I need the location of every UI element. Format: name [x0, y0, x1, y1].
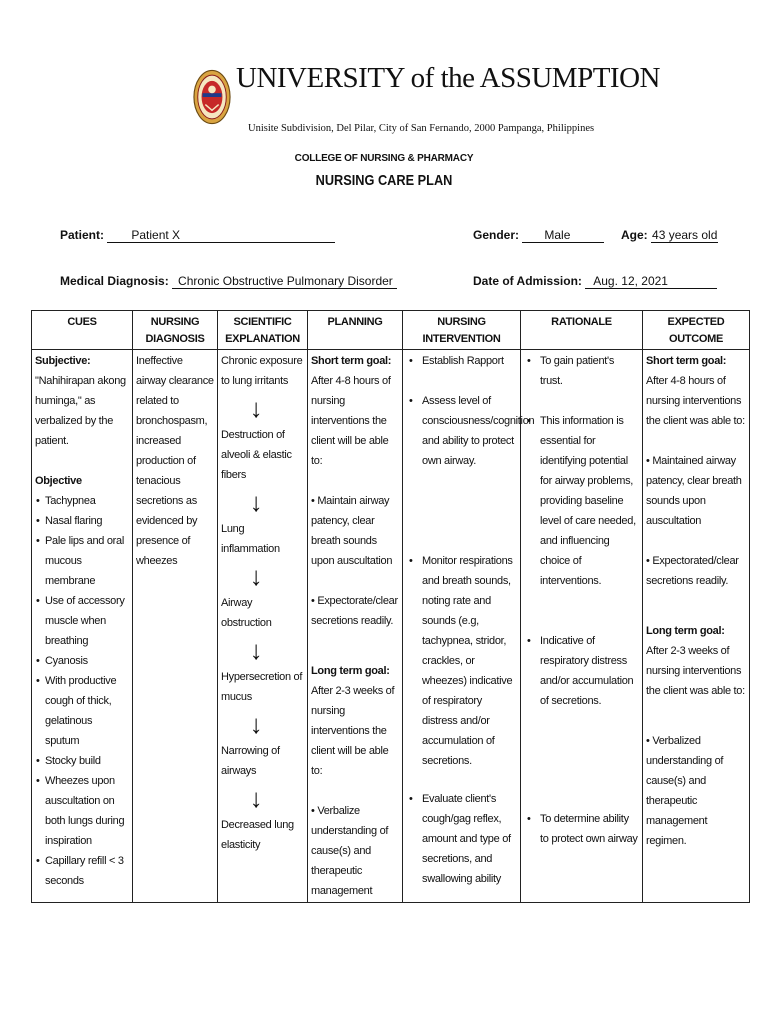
nursing-diagnosis-text: Ineffective airway clearance related to bronchospasm, increased production of tenacious secretions as evidenced by presence of wheezes — [136, 355, 214, 567]
list-item: • Indicative of respiratory distress and/or accumulation of secretions. — [540, 631, 639, 711]
short-term-goal-text: After 4-8 hours of nursing interventions the client was able to: — [646, 375, 745, 427]
gender-value: Male — [522, 228, 604, 243]
header-rationale: RATIONALE — [521, 311, 643, 350]
subjective-text: "Nahihirapan akong huminga," as verbalized by the patient. — [35, 375, 126, 447]
explanation-step: Hypersecretion of mucus — [221, 671, 303, 703]
header-expected-outcome: EXPECTED OUTCOME — [643, 311, 750, 350]
outcome-item: • Expectorated/clear secretions readily. — [646, 555, 739, 587]
gender-field — [473, 228, 604, 243]
university-seal-logo — [193, 68, 231, 126]
table-row — [32, 350, 750, 903]
list-item: • Use of accessory muscle when breathing — [44, 591, 129, 651]
down-arrow-icon: ↓ — [249, 393, 263, 423]
explanation-step: Airway obstruction — [221, 597, 272, 629]
explanation-step: Chronic exposure to lung irritants — [221, 355, 303, 387]
university-name: UNIVERSITY of the ASSUMPTION — [236, 62, 660, 94]
objective-list — [35, 491, 129, 891]
down-arrow-icon: ↓ — [249, 709, 263, 739]
list-item: • Nasal flaring — [44, 511, 129, 531]
list-item: • Evaluate client's cough/gag reflex, amount and type of secretions, and swallowing ability — [422, 789, 517, 889]
rationale-list — [524, 351, 639, 849]
diagnosis-cell — [133, 350, 218, 903]
short-term-goal-label: Short term goal: — [646, 355, 727, 367]
explanation-step: Destruction of alveoli & elastic fibers — [221, 429, 292, 481]
explanation-cell — [218, 350, 308, 903]
down-arrow-icon: ↓ — [249, 487, 263, 517]
gender-label: Gender: — [473, 228, 520, 242]
long-term-goal-text: After 2-3 weeks of nursing interventions the client will be able to: — [311, 685, 395, 777]
planning-cell — [308, 350, 403, 903]
list-item: • Establish Rapport — [422, 351, 517, 371]
age-value: 43 years old — [652, 228, 718, 242]
patient-field — [60, 228, 335, 243]
diagnosis-label: Medical Diagnosis: — [60, 274, 169, 288]
down-arrow-icon: ↓ — [249, 783, 263, 813]
list-item: • With productive cough of thick, gelatinous sputum — [44, 671, 129, 751]
header-scientific-explanation: SCIENTIFIC EXPLANATION — [218, 311, 308, 350]
age-field — [621, 228, 718, 243]
list-item: • This information is essential for identifying potential for airway problems, providing baseline level of care needed, and influencing choice of interventions. — [540, 411, 639, 591]
list-item: • Assess level of consciousness/cognition and ability to protect own airway. — [422, 391, 517, 471]
goal-item: • Expectorate/clear secretions readily. — [311, 595, 398, 627]
document-title: NURSING CARE PLAN — [315, 172, 453, 189]
admission-field — [473, 274, 717, 289]
university-address: Unisite Subdivision, Del Pilar, City of San Fernando, 2000 Pampanga, Philippines — [248, 123, 595, 134]
header-cues: CUES — [32, 311, 133, 350]
intervention-list — [406, 351, 535, 889]
college-name: COLLEGE OF NURSING & PHARMACY — [294, 153, 474, 164]
document-header — [0, 60, 768, 150]
age-label: Age: — [621, 228, 648, 242]
patient-label: Patient: — [60, 228, 105, 242]
list-item: • To determine ability to protect own airway — [540, 809, 639, 849]
goal-item: • Verbalize understanding of cause(s) and therapeutic management — [311, 805, 389, 897]
header-planning: PLANNING — [308, 311, 403, 350]
explanation-step: Narrowing of airways — [221, 745, 280, 777]
down-arrow-icon: ↓ — [249, 561, 263, 591]
list-item: • Wheezes upon auscultation on both lungs during inspiration — [44, 771, 129, 851]
intervention-cell — [403, 350, 535, 903]
objective-label: Objective — [35, 475, 82, 487]
list-item: • Monitor respirations and breath sounds, noting rate and sounds (e.g, tachypnea, stridor, crackles, or wheezes) indicative of respiratory distress and/or accumulation of secretions. — [422, 551, 517, 771]
subjective-label: Subjective: — [35, 355, 91, 367]
diagnosis-field — [60, 274, 397, 289]
list-item: • Stocky build — [44, 751, 129, 771]
long-term-goal-text: After 2-3 weeks of nursing interventions the client was able to: — [646, 645, 745, 697]
down-arrow-icon: ↓ — [249, 635, 263, 665]
admission-value: Aug. 12, 2021 — [585, 274, 717, 289]
patient-value: Patient X — [107, 228, 335, 243]
table-header-row — [32, 311, 750, 350]
nursing-care-plan-table — [31, 310, 750, 903]
outcome-item: • Verbalized understanding of cause(s) and therapeutic management regimen. — [646, 735, 724, 847]
long-term-goal-label: Long term goal: — [646, 625, 725, 637]
explanation-step: Decreased lung elasticity — [221, 819, 294, 851]
explanation-step: Lung inflammation — [221, 523, 280, 555]
diagnosis-value: Chronic Obstructive Pulmonary Disorder — [172, 274, 397, 289]
rationale-cell — [521, 350, 643, 903]
admission-label: Date of Admission: — [473, 274, 582, 288]
list-item: • Tachypnea — [44, 491, 129, 511]
cues-cell — [32, 350, 133, 903]
long-term-goal-label: Long term goal: — [311, 665, 390, 677]
list-item: • Capillary refill < 3 seconds — [44, 851, 129, 891]
goal-item: • Maintain airway patency, clear breath sounds upon auscultation — [311, 495, 393, 567]
header-nursing-diagnosis: NURSING DIAGNOSIS — [133, 311, 218, 350]
header-nursing-intervention: NURSING INTERVENTION — [403, 311, 521, 350]
outcome-item: • Maintained airway patency, clear breath sounds upon auscultation — [646, 455, 742, 527]
short-term-goal-text: After 4-8 hours of nursing interventions the client will be able to: — [311, 375, 391, 467]
expected-outcome-cell — [643, 350, 750, 903]
list-item: • To gain patient's trust. — [540, 351, 639, 391]
short-term-goal-label: Short term goal: — [311, 355, 392, 367]
list-item: • Pale lips and oral mucous membrane — [44, 531, 129, 591]
list-item: • Cyanosis — [44, 651, 129, 671]
